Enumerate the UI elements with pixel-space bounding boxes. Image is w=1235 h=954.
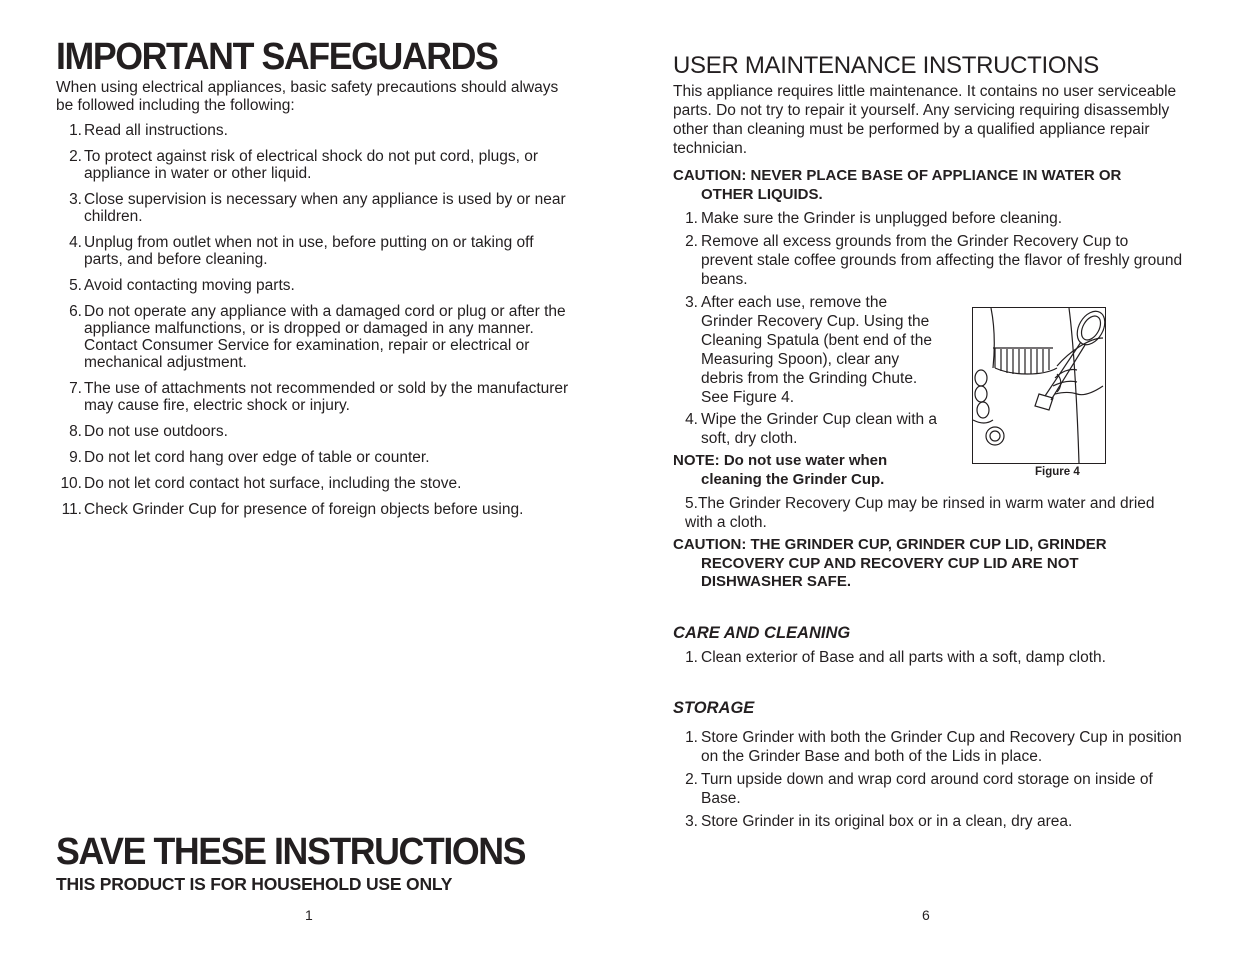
safeguards-list	[56, 122, 576, 527]
list-item: 3. Store Grinder in its original box or in a clean, dry area.	[685, 813, 1073, 830]
list-item: 3. Close supervision is necessary when any appliance is used by or near children.	[69, 191, 566, 225]
list-item: 1. Read all instructions.	[69, 122, 228, 139]
storage-heading: STORAGE	[673, 699, 755, 717]
maintenance-intro: This appliance requires little maintenance. It contains no user serviceable parts. Do not try to repair it yourself. Any servicing requiring disassembly other than cleaning must be performed by a qualified appliance repair technician.	[673, 83, 1177, 157]
list-item: 5.The Grinder Recovery Cup may be rinsed in warm water and dried with a cloth.	[685, 495, 1155, 531]
list-item: 6. Do not operate any appliance with a damaged cord or plug or after the appliance malfunctions, or is dropped or damaged in any manner. Contact Consumer Service for examination, repair or electrical or mechanical adjustment.	[69, 303, 566, 371]
household-use-note: THIS PRODUCT IS FOR HOUSEHOLD USE ONLY	[56, 874, 453, 894]
list-item: 1. Make sure the Grinder is unplugged before cleaning.	[685, 210, 1063, 227]
list-item: 2. Turn upside down and wrap cord around cord storage on inside of Base.	[685, 771, 1153, 807]
list-item: 2. Remove all excess grounds from the Grinder Recovery Cup to prevent stale coffee grounds from affecting the flavor of freshly ground beans.	[685, 233, 1183, 288]
note-no-water: NOTE: Do not use water when cleaning the Grinder Cup.	[673, 452, 888, 488]
caution-dishwasher: CAUTION: THE GRINDER CUP, GRINDER CUP LID, GRINDER RECOVERY CUP AND RECOVERY CUP LID ARE NOT DISHWASHER SAFE.	[673, 536, 1107, 590]
safeguards-intro: When using electrical appliances, basic safety precautions should always be followed including the following:	[56, 79, 559, 114]
list-item: 4. Unplug from outlet when not in use, before putting on or taking off parts, and before cleaning.	[69, 234, 534, 268]
care-cleaning-heading: CARE AND CLEANING	[673, 624, 851, 642]
list-item: 11. Check Grinder Cup for presence of foreign objects before using.	[61, 501, 524, 518]
grinder-cleaning-illustration	[973, 308, 1105, 463]
list-item: 9. Do not let cord hang over edge of table or counter.	[69, 449, 430, 466]
list-item: 4. Wipe the Grinder Cup clean with a soft, dry cloth.	[685, 411, 938, 447]
list-item: 7. The use of attachments not recommended or sold by the manufacturer may cause fire, electric shock or injury.	[69, 380, 569, 414]
list-item: 1. Clean exterior of Base and all parts with a soft, damp cloth.	[685, 649, 1106, 666]
list-item: 1. Store Grinder with both the Grinder Cup and Recovery Cup in position on the Grinder Base and both of the Lids in place.	[685, 729, 1182, 765]
list-item: 5. Avoid contacting moving parts.	[69, 277, 295, 294]
list-item: 8. Do not use outdoors.	[69, 423, 228, 440]
figure-4-illustration	[972, 307, 1106, 464]
list-item: 2. To protect against risk of electrical shock do not put cord, plugs, or appliance in water or other liquid.	[69, 148, 539, 182]
list-item: 10. Do not let cord contact hot surface, including the stove.	[60, 475, 462, 492]
page-number: 1	[305, 907, 313, 923]
page-number: 6	[922, 907, 930, 923]
figure-caption: Figure 4	[1035, 466, 1080, 478]
maintenance-title: USER MAINTENANCE INSTRUCTIONS	[673, 52, 1099, 79]
caution-water: CAUTION: NEVER PLACE BASE OF APPLIANCE IN WATER OR OTHER LIQUIDS.	[673, 167, 1122, 203]
list-item: 3. After each use, remove the Grinder Recovery Cup. Using the Cleaning Spatula (bent end of the Measuring Spoon), clear any debris from the Grinding Chute. See Figure 4.	[685, 294, 932, 406]
right-page	[673, 0, 1193, 954]
safeguards-title: IMPORTANT SAFEGUARDS	[56, 36, 498, 78]
left-page	[56, 0, 576, 954]
save-instructions-title: SAVE THESE INSTRUCTIONS	[56, 831, 526, 873]
